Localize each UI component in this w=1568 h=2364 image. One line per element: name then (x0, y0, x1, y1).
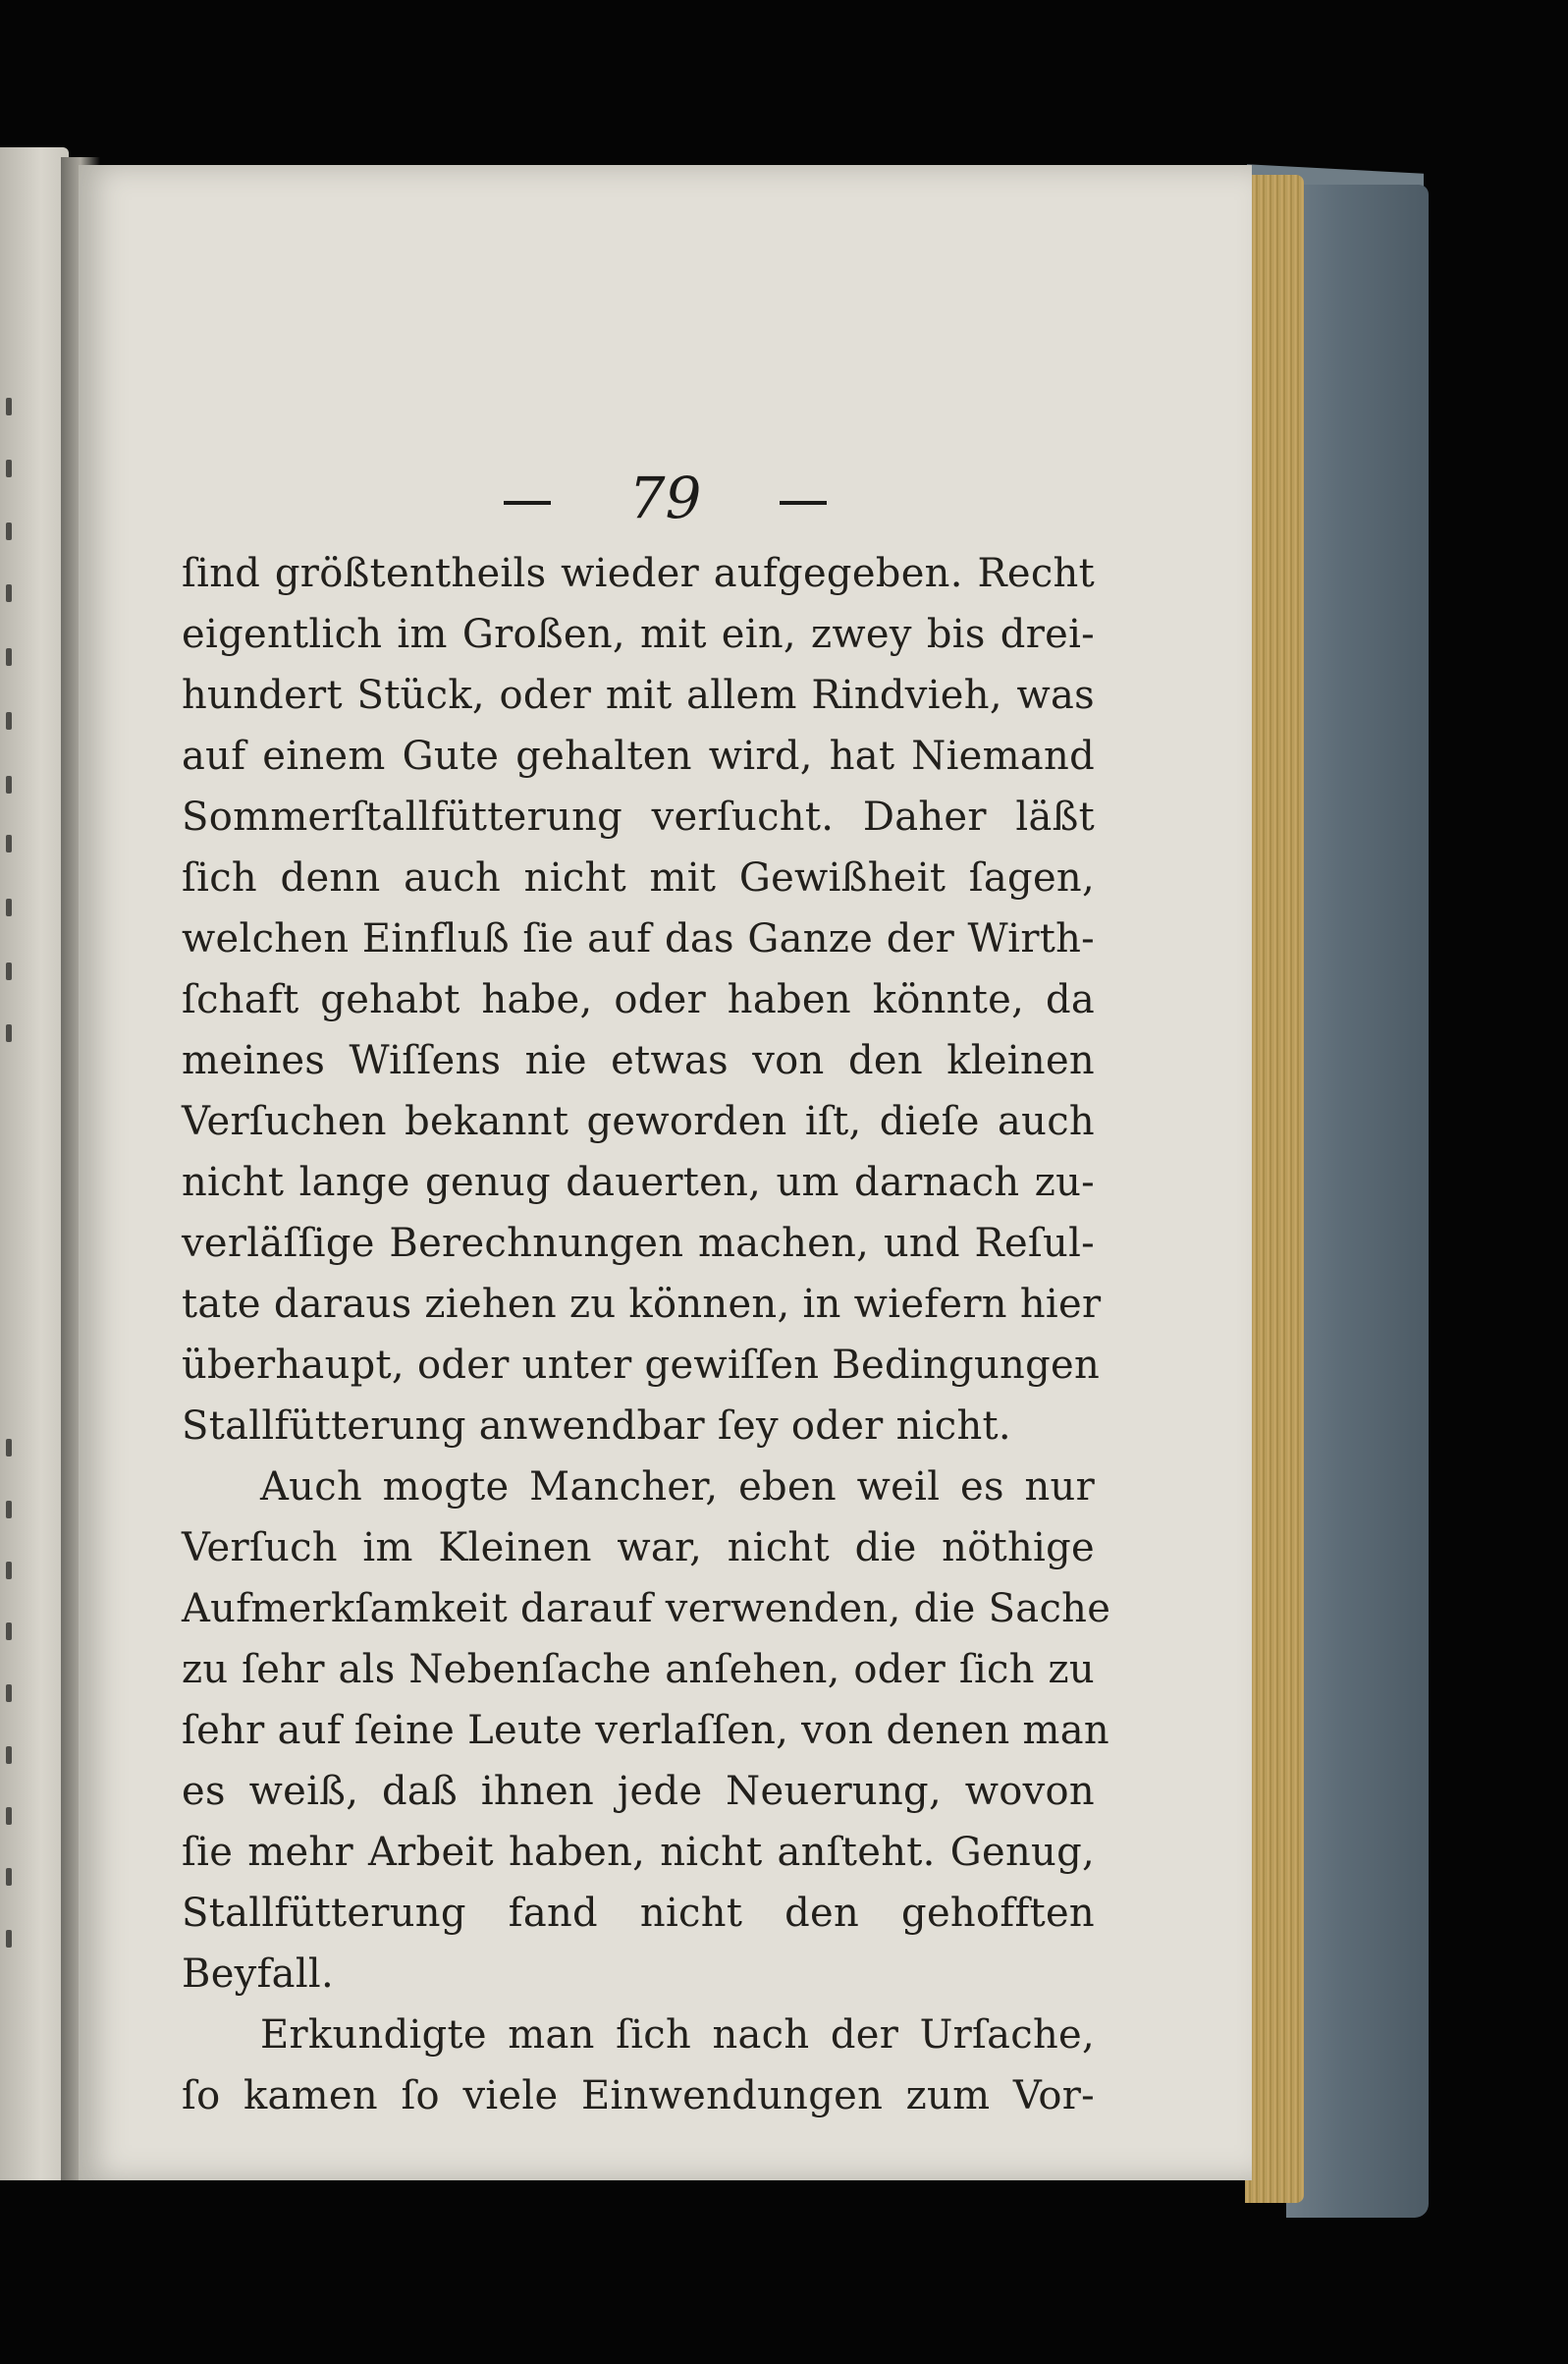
text-line: Aufmerkſamkeit darauf verwenden, die Sache (182, 1586, 1111, 1631)
text-line: Sommerſtallfütterung verſucht. Daher läßt (182, 795, 1095, 840)
page-header (79, 465, 1252, 531)
book-page (79, 165, 1252, 2180)
text-line: Auch mogte Mancher, eben weil es nur (260, 1464, 1095, 1510)
text-line: welchen Einfluß ſie auf das Ganze der Wirth- (182, 916, 1095, 962)
text-line: Stallfütterung fand nicht den gehofften (182, 1891, 1095, 1936)
text-line: Stallfütterung anwendbar ſey oder nicht. (182, 1403, 1011, 1449)
book-fore-edge (1245, 175, 1304, 2203)
text-line: Erkundigte man ſich nach der Urſache, (260, 2012, 1095, 2058)
text-line: es weiß, daß ihnen jede Neuerung, wovon (182, 1769, 1095, 1814)
text-line: ſehr auf ſeine Leute verlaſſen, von denen man (182, 1708, 1109, 1753)
text-line: nicht lange genug dauerten, um darnach zu- (182, 1160, 1095, 1205)
text-line: ſo kamen ſo viele Einwendungen zum Vor- (182, 2073, 1095, 2118)
text-line: ſchaft gehabt habe, oder haben könnte, da (182, 977, 1095, 1022)
book-cover-board (1286, 185, 1429, 2218)
text-line: verläſſige Berechnungen machen, und Reſul- (182, 1221, 1095, 1266)
previous-page-text-fragments (4, 147, 24, 2180)
text-line: Verſuch im Kleinen war, nicht die nöthige (182, 1525, 1095, 1570)
text-line: Beyfall. (182, 1952, 335, 1997)
header-dash-right (780, 501, 827, 505)
text-line: auf einem Gute gehalten wird, hat Niemand (182, 734, 1095, 779)
text-line: ſich denn auch nicht mit Gewißheit ſagen, (182, 855, 1095, 901)
header-dash-left (504, 501, 551, 505)
text-line: hundert Stück, oder mit allem Rindvieh, was (182, 673, 1095, 718)
page-number: 79 (628, 465, 702, 531)
text-line: zu ſehr als Nebenſache anſehen, oder ſich zu (182, 1647, 1095, 1692)
text-line: tate daraus ziehen zu können, in wiefern hier (182, 1282, 1102, 1327)
text-line: eigentlich im Großen, mit ein, zwey bis drei- (182, 612, 1095, 657)
text-line: meines Wiſſens nie etwas von den kleinen (182, 1038, 1095, 1083)
text-line: ſie mehr Arbeit haben, nicht anſteht. Genug, (182, 1830, 1095, 1875)
previous-page-edge (0, 147, 69, 2180)
text-line: Verſuchen bekannt geworden iſt, dieſe auch (182, 1099, 1095, 1144)
text-line: ſind größtentheils wieder aufgegeben. Recht (182, 551, 1095, 596)
text-line: überhaupt, oder unter gewiſſen Bedingungen (182, 1343, 1101, 1388)
page-body-text (182, 543, 1111, 2126)
